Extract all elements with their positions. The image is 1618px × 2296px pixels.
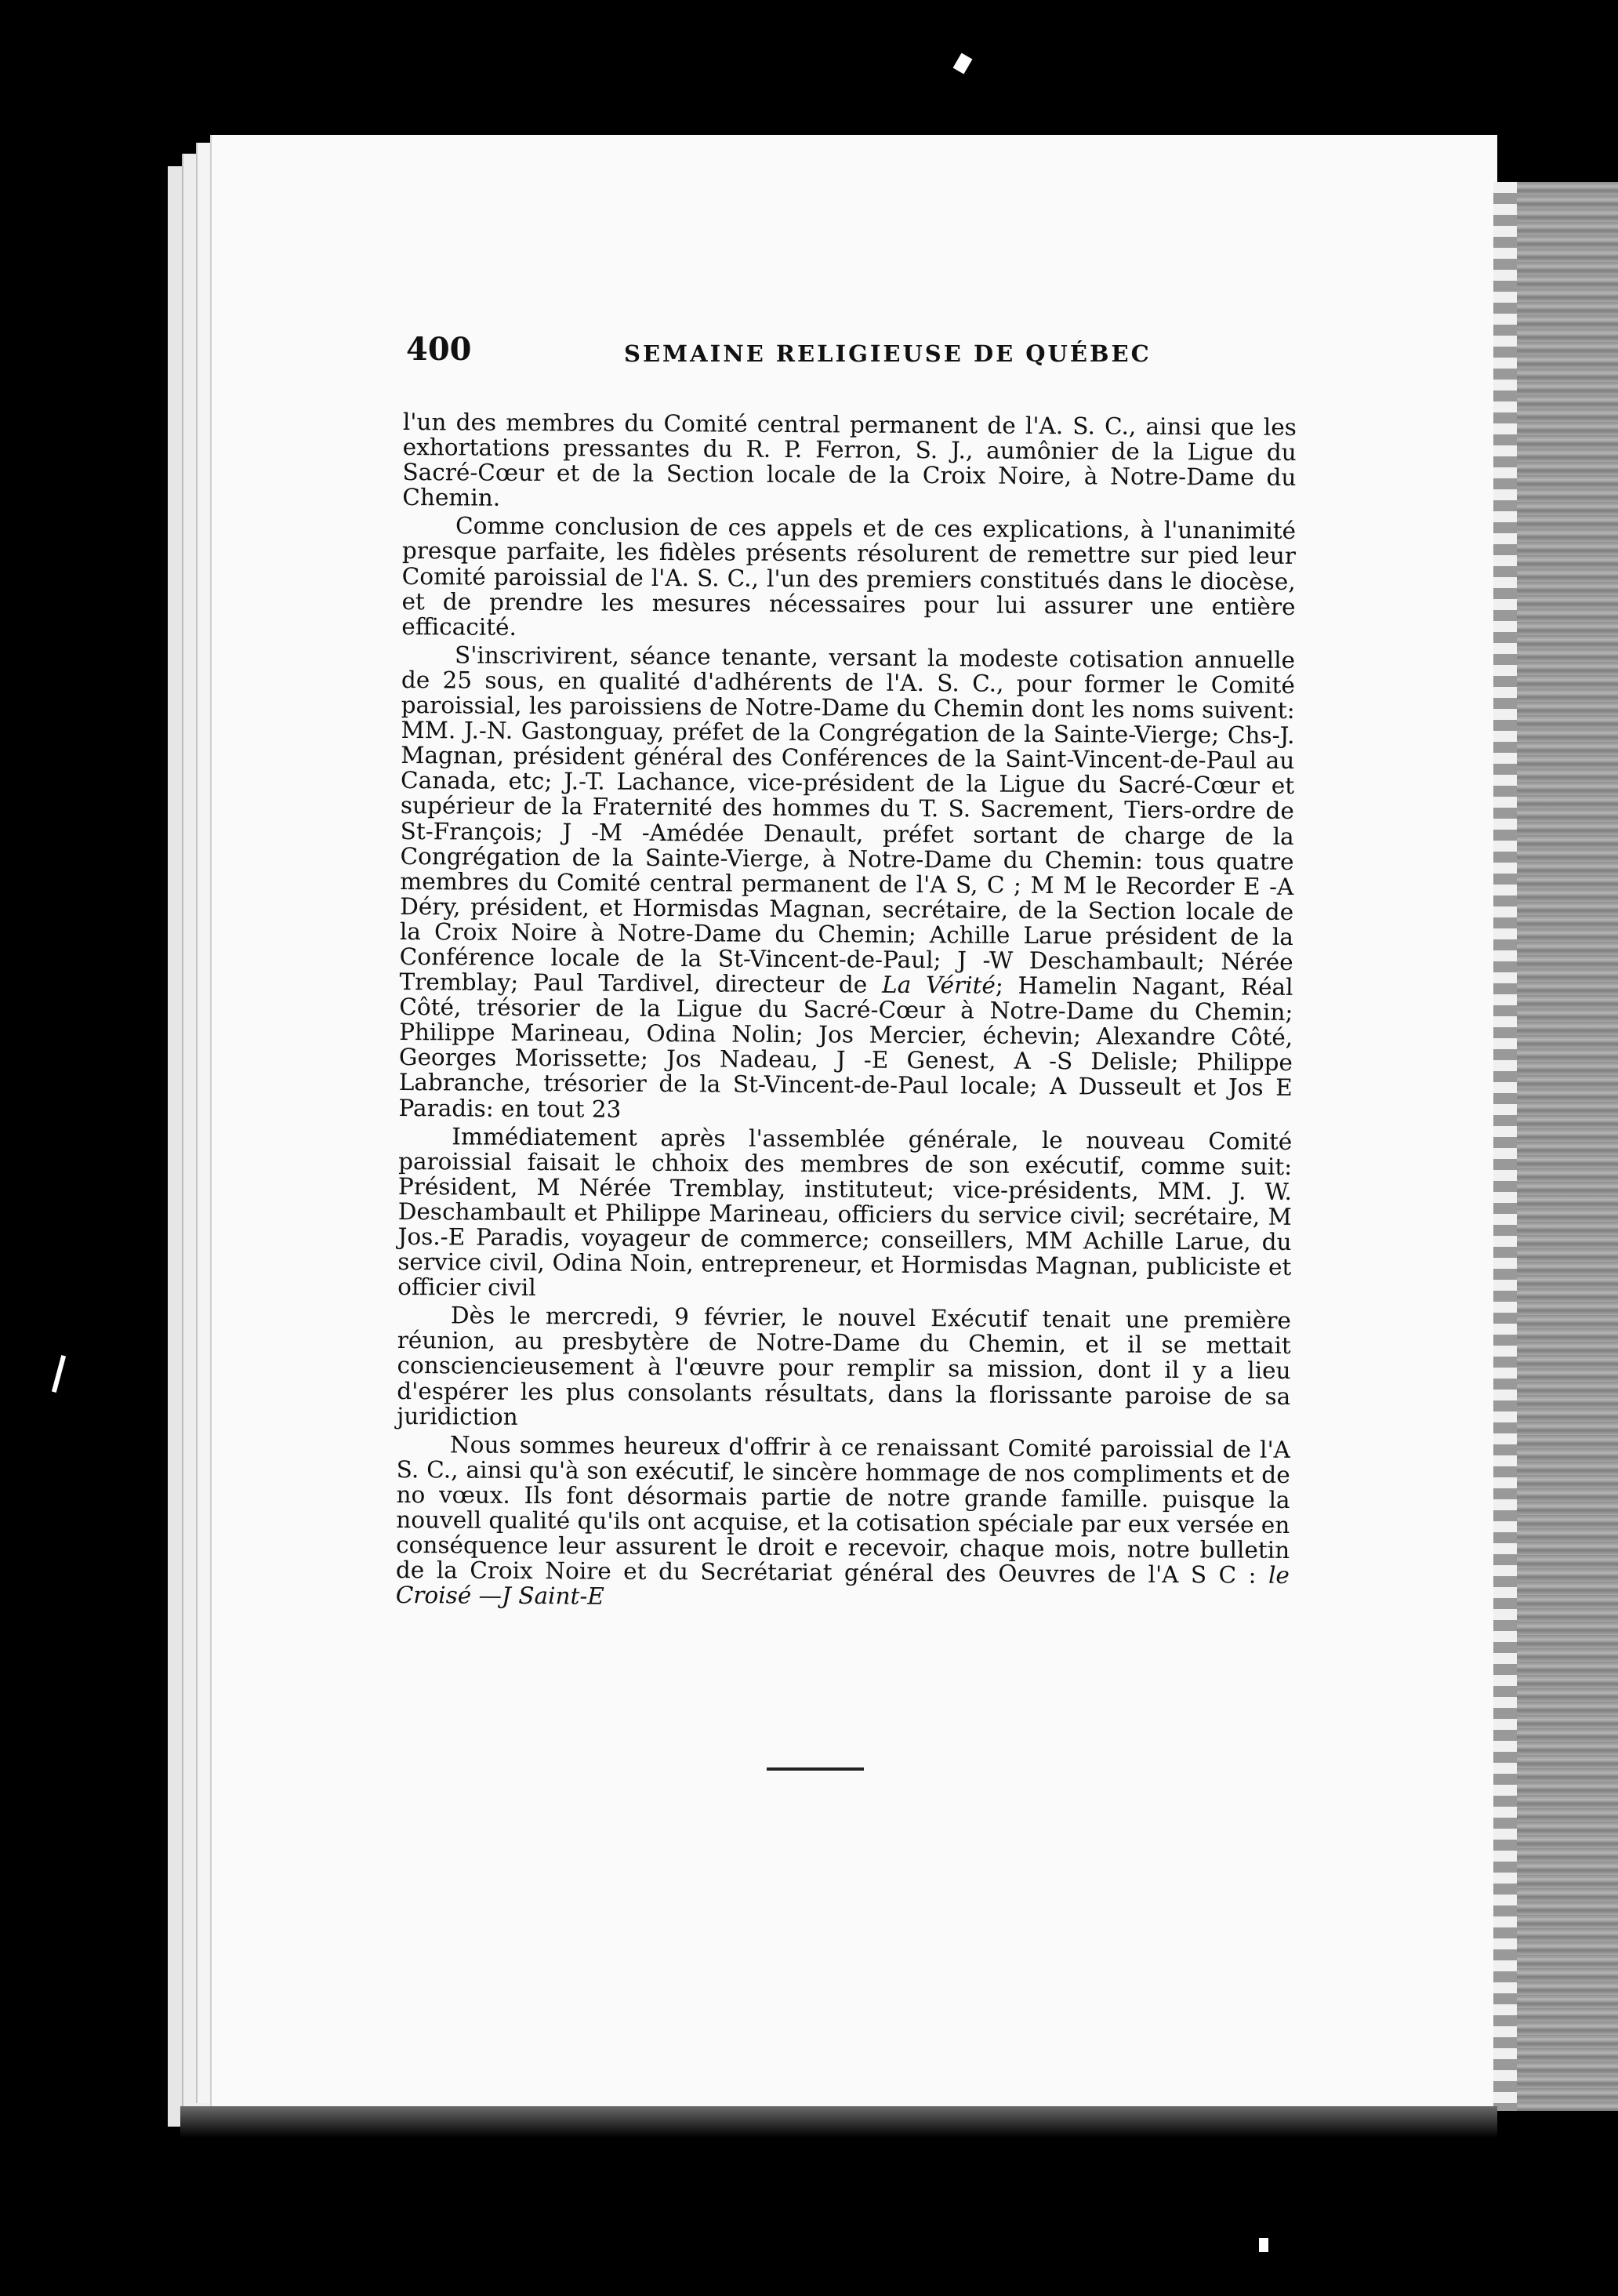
paragraph: l'un des membres du Comité central permanent de l'A. S. C., ainsi que les exhortations pressantes du R. P. Ferron, S. J., aumônier de la Ligue du Sacré-Cœur et de la Section locale de la Croix Noire, à Notre-Dame du Chemin. xyxy=(402,409,1297,512)
page-number: 400 xyxy=(406,331,472,368)
running-title: SEMAINE RELIGIEUSE DE QUÉBEC xyxy=(624,340,1152,367)
end-rule xyxy=(767,1767,864,1771)
paragraph: Dès le mercredi, 9 février, le nouvel Exécutif tenait une première réunion, au presbytère de Notre-Dame du Chemin, et il se mettait consciencieusement à l'œuvre pour remplir sa mission, dont il y a lieu d'espérer les plus consolants résultats, dans la florissante paroise de sa juridiction xyxy=(397,1302,1292,1430)
page-shadow xyxy=(180,2106,1497,2138)
page-edge-strip xyxy=(1493,182,1517,2111)
italic-title: La Vérité xyxy=(881,971,996,999)
paragraph: Comme conclusion de ces appels et de ces explications, à l'unanimité presque parfaite, les fidèles présents résolurent de remettre sur pied leur Comité paroissial de l'A. S. C., l'un des premiers constitués dans le diocèse, et de prendre les mesures nécessaires pour lui assurer une entière efficacité. xyxy=(401,512,1297,641)
paragraph: Immédiatement après l'assemblée générale, le nouveau Comité paroissial faisait le chhoix des membres de son exécutif, comme suit: Président, M Nérée Tremblay, instituteut; vice-présidents, MM. J. W. Deschambault et Philippe Marineau, officiers du service civil; secrétaire, M Jos.-E Paradis, voyageur de commerce; conseillers, MM Achille Larue, du service civil, Odina Noin, entrepreneur, et Hormisdas Magnan, publiciste et officier civil xyxy=(397,1123,1293,1302)
scan-speck xyxy=(953,53,973,74)
paragraph xyxy=(396,1432,1290,1614)
paragraph xyxy=(398,642,1295,1126)
paragraph-text: ; Hamelin Nagant, Réal Côté, trésorier de la Ligue du Sacré-Cœur à Notre-Dame du Chemin; Philippe Marineau, Odina Nolin; Jos Mercier, échevin; Alexandre Côté, Georges Morissette; Jos Nadeau, J -E Genest, A -S Delisle; Philippe Labranche, trésorier de la St-Vincent-de-Paul locale; A Dusseult et Jos E Paradis: en tout 23 xyxy=(398,972,1293,1123)
paragraph-text: S'inscrivirent, séance tenante, versant la modeste cotisation annuelle de 25 sous, en qualité d'adhérents de l'A. S. C., pour former le Comité paroissial, les paroissiens de Notre-Dame du Chemin dont les noms suivent: MM. J.-N. Gastonguay, préfet de la Congrégation de la Sainte-Vierge; Chs-J. Magnan, président général des Conférences de la Saint-Vincent-de-Paul au Canada, etc; J.-T. Lachance, vice-président de la Ligue du Sacré-Cœur et supérieur de la Fraternité des hommes du T. S. Sacrement, Tiers-ordre de St-François; J -M -Amédée Denault, préfet sortant de charge de la Congrégation de la Sainte-Vierge, à Notre-Dame du Chemin: tous quatre membres du Comité central permanent de l'A S, C ; M M le Recorder E -A Déry, président, et Hormisdas Magnan, secrétaire, de la Section locale de la Croix Noire à Notre-Dame du Chemin; Achille Larue président de la Conférence locale de la St-Vincent-de-Paul; J -W Deschambault; Nérée Tremblay; Paul Tardivel, directeur de xyxy=(399,641,1296,998)
book-binding xyxy=(1505,182,1618,2111)
paragraph-text: Nous sommes heureux d'offrir à ce renaissant Comité paroissial de l'A S. C., ainsi qu'à son exécutif, le sincère hommage de nos compliments et de no vœux. Ils font désormais partie de notre grande famille. puisque la nouvell qualité qu'ils ont acquise, et la cotisation spéciale par eux versée en conséquence leur assurent le droit e recevoir, chaque mois, notre bulletin de la Croix Noire et du Secrétariat général des Oeuvres de l'A S C : xyxy=(395,1431,1291,1589)
body-text xyxy=(396,409,1297,1616)
closing-signature: le Croisé —J Saint-E xyxy=(395,1561,1290,1610)
scan-speck xyxy=(1259,2238,1268,2252)
scan-speck xyxy=(52,1355,66,1393)
